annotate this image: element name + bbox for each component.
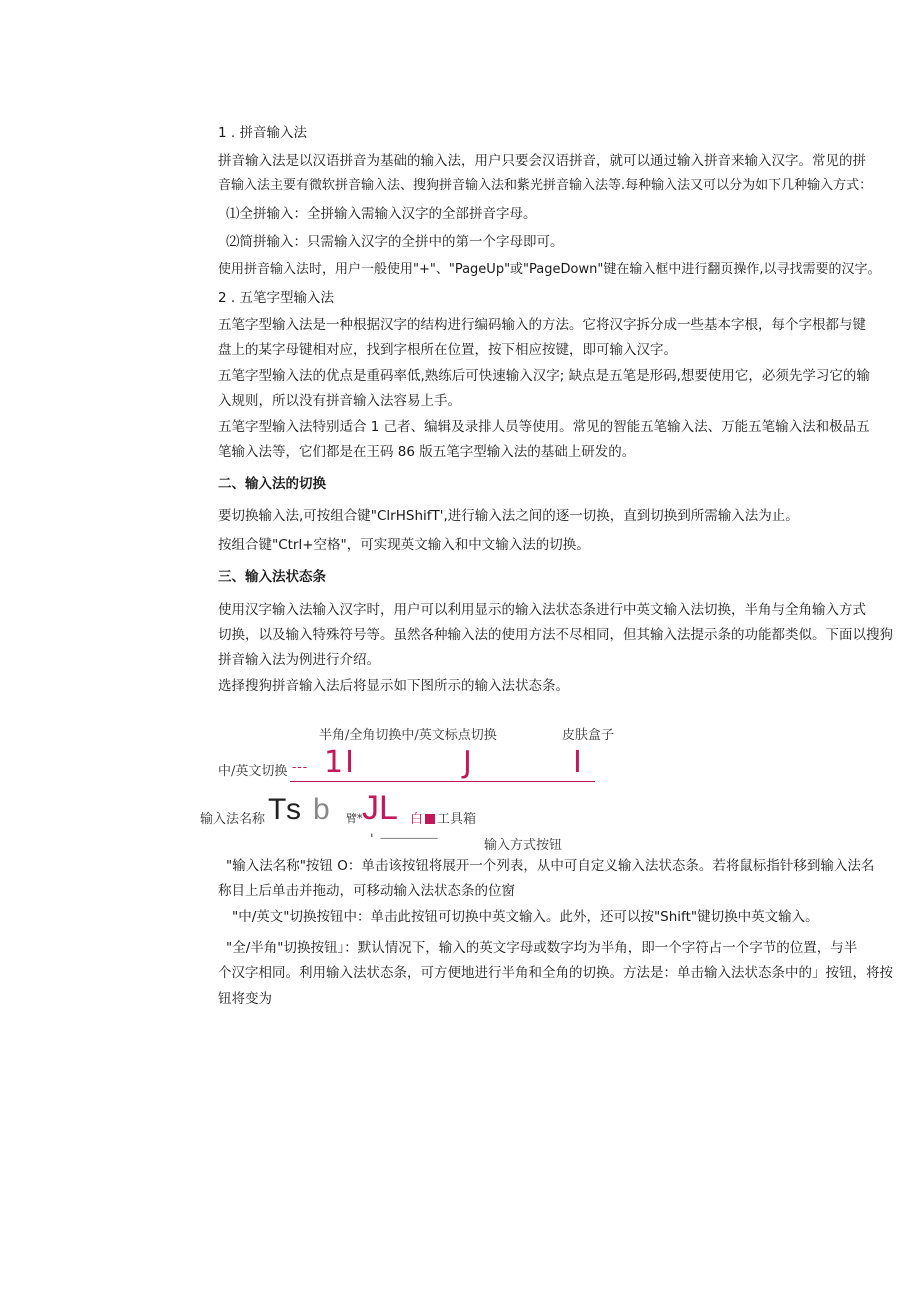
status-bar-glyph: I	[573, 745, 584, 780]
paragraph-line: 按组合键"Ctrl+空格"，可实现英文输入和中文输入法的切换。	[218, 537, 590, 553]
paragraph-line: 五笔字型输入法是一种根据汉字的结构进行编码输入的方法。它将汉字拆分成一些基本字根，每个字根都与键	[218, 317, 866, 333]
pinyin-heading: 1 . 拼音输入法	[218, 125, 307, 141]
paragraph-line: 使用拼音输入法时，用户一般使用"+"、"PageUp"或"PageDown"键在输入框中进行翻页操作,以寻找需要的汉字。	[218, 262, 881, 277]
paragraph-line: 拼音输入法是以汉语拼音为基础的输入法，用户只要会汉语拼音，就可以通过输入拼音来输入汉字。常见的拼	[218, 153, 866, 169]
list-item: ⑵简拼输入：只需输入汉字的全拼中的第一个字母即可。	[226, 234, 564, 250]
section-heading: 二、输入法的切换	[218, 476, 326, 492]
paragraph-line: 切换，以及输入特殊符号等。虽然各种输入法的使用方法不尽相同，但其输入法提示条的功能都类似。下面以搜狗	[218, 627, 893, 643]
status-bar-underline	[290, 781, 595, 782]
leader-dashes: ----------------------------	[380, 834, 438, 844]
paragraph-line: 个汉字相同。利用输入法状态条，可方便地进行半角和全角的切换。方法是：单击输入法状态条中的」按钮，将按	[218, 965, 893, 981]
wubi-heading: 2 . 五笔字型输入法	[218, 290, 334, 306]
toolbar-glyph: JL	[362, 789, 398, 827]
paragraph-line: 五笔字型输入法特别适合 1 己者、编辑及录排人员等使用。常见的智能五笔输入法、万能五笔输入法和极品五	[218, 419, 870, 435]
paragraph-line: "全/半角"切换按钮」：默认情况下，输入的英文字母或数字均为半角，即一个字符占一个字节的位置，与半	[226, 940, 858, 956]
ime-name-label: 输入法名称	[200, 812, 266, 827]
paragraph-line: 要切换输入法,可按组合键"ClrHShifT',进行输入法之间的逐一切换，直到切换到所需输入法为止。	[218, 508, 799, 524]
paragraph-line: 音输入法主要有微软拼音输入法、搜狗拼音输入法和紫光拼音输入法等.每种输入法又可以分为如下几种输入方式：	[218, 178, 873, 193]
paragraph-line: "输入法名称"按钮 O：单击该按钮将展开一个列表，从中可自定义输入法状态条。若将鼠标指针移到输入法名	[226, 858, 875, 874]
ime-name-glyph: Ts	[268, 793, 304, 826]
ime-name-glyph: b	[313, 793, 330, 826]
input-mode-label: 输入方式按钮	[484, 838, 563, 853]
toolbox-label-row	[410, 808, 476, 827]
paragraph-line: 五笔字型输入法的优点是重码率低,熟练后可快速输入汉字; 缺点是五笔是形码,想要使用它，必须先学习它的输	[218, 368, 870, 384]
toolbox-prefix: 白	[410, 812, 424, 827]
leader-dashes: ---	[292, 760, 309, 775]
paragraph-line: 选择搜狗拼音输入法后将显示如下图所示的输入法状态条。	[218, 678, 569, 694]
paragraph-line: 拼音输入法为例进行介绍。	[218, 652, 380, 668]
paragraph-line: 钮将变为	[218, 991, 272, 1007]
paragraph-line: 使用汉字输入法输入汉字时，用户可以利用显示的输入法状态条进行中英文输入法切换，半角与全角输入方式	[218, 602, 866, 618]
paragraph-line: 称目上后单击并拖动，可移动输入法状态条的位窗	[218, 883, 515, 899]
square-icon	[425, 814, 435, 824]
toolbox-label: 工具箱	[437, 812, 477, 827]
paragraph-line: 笔输入法等，它们都是在王码 86 版五笔字型输入法的基础上研发的。	[218, 444, 636, 460]
list-item: ⑴全拼输入：全拼输入需输入汉字的全部拼音字母。	[226, 206, 537, 222]
cn-en-switch-label: 中/英文切换	[218, 764, 288, 779]
tick-mark: '	[370, 832, 374, 847]
small-mark: 臂*	[346, 812, 363, 825]
section-heading: 三、输入法状态条	[218, 569, 326, 585]
paragraph-line: "中/英文"切换按钮中：单击此按钮可切换中英文输入。此外，还可以按"Shift"键切换中英文输入。	[232, 909, 819, 925]
halffull-punct-label: 半角/全角切换中/英文标点切换	[319, 728, 497, 743]
paragraph-line: 入规则，所以没有拼音输入法容易上手。	[218, 393, 461, 409]
skin-box-label: 皮肤盒子	[562, 728, 615, 743]
status-bar-glyph: J	[463, 745, 474, 780]
paragraph-line: 盘上的某字母键相对应，找到字根所在位置，按下相应按键，即可输入汉字。	[218, 342, 677, 358]
status-bar-glyph: 1I	[324, 745, 356, 780]
